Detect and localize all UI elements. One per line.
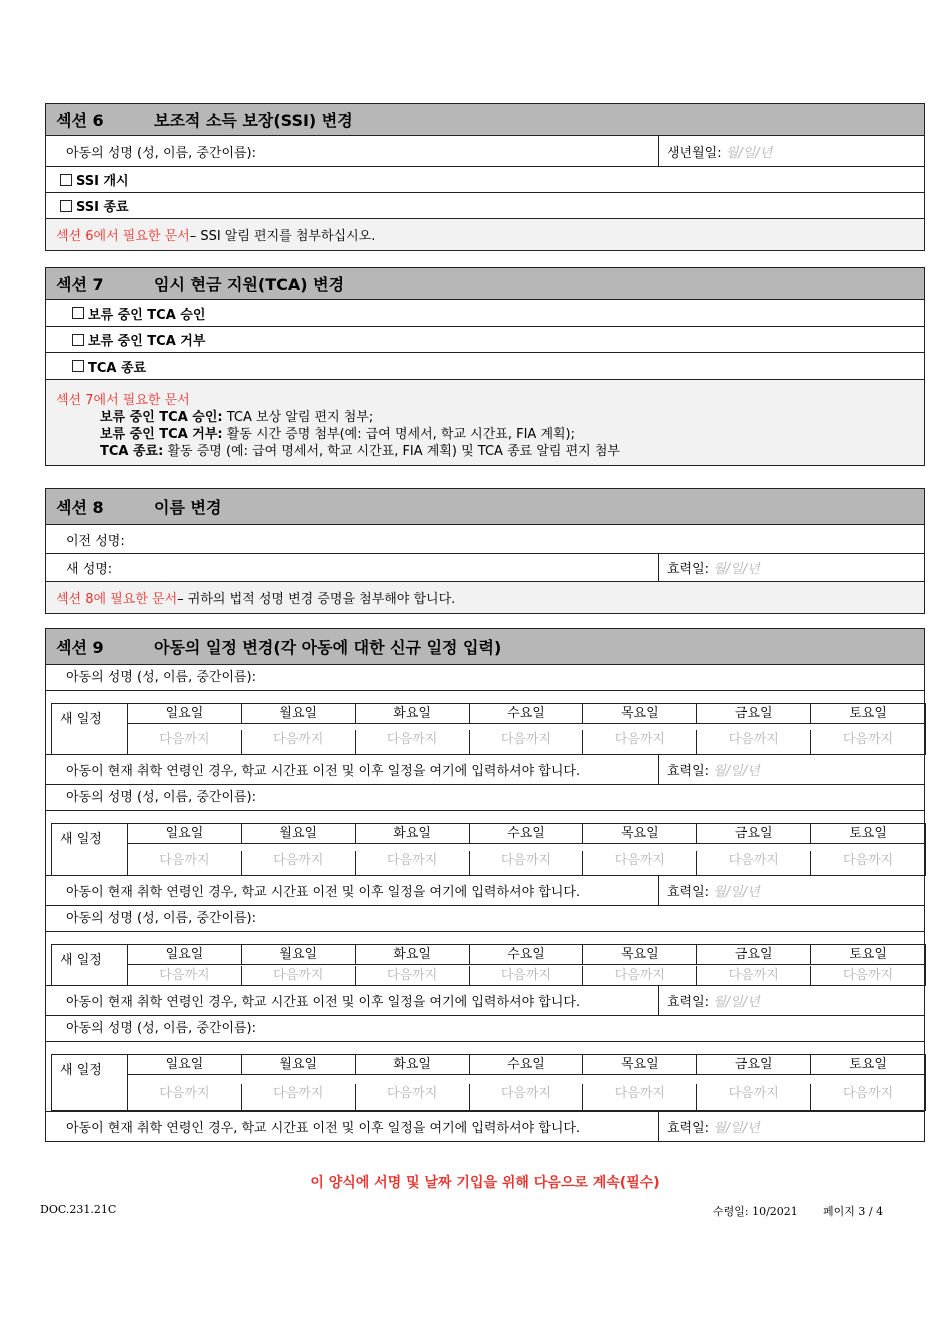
- tca-approve-label: 보류 중인 TCA 승인: [88, 307, 206, 323]
- school-note: 아동이 현재 취학 연령인 경우, 학교 시간표 이전 및 이후 일정을 여기에 입력하셔야 합니다.: [66, 885, 581, 900]
- until-time-field[interactable]: 다음까지: [697, 730, 811, 754]
- section-8-header: [46, 489, 924, 525]
- tca-approve-row[interactable]: [46, 300, 924, 327]
- until-time-field[interactable]: 다음까지: [470, 851, 584, 876]
- effective-date-field[interactable]: 효력일: 월/일/년: [658, 554, 924, 581]
- schedule-block: [46, 1016, 924, 1141]
- until-time-field[interactable]: 다음까지: [697, 1084, 811, 1111]
- until-time-field[interactable]: 다음까지: [356, 1084, 470, 1111]
- child-name-row: [46, 136, 924, 167]
- tca-deny-label: 보류 중인 TCA 거부: [88, 334, 206, 349]
- until-time-field[interactable]: 다음까지: [128, 851, 242, 876]
- until-time-field[interactable]: 다음까지: [242, 730, 356, 754]
- schedule-block: [46, 665, 924, 785]
- docs-text: – 귀하의 법적 성명 변경 증명을 첨부해야 합니다.: [177, 592, 456, 607]
- new-name-field[interactable]: 새 성명:: [66, 562, 113, 577]
- section-title: 보조적 소득 보장(SSI) 변경: [154, 111, 353, 130]
- until-time-field[interactable]: 다음까지: [470, 730, 584, 754]
- effective-date-field[interactable]: 효력일: 월/일/년: [658, 876, 924, 905]
- until-time-field[interactable]: 다음까지: [470, 1084, 584, 1111]
- new-schedule-label: 새 일정: [52, 704, 128, 754]
- docs-line-deny: 보류 중인 TCA 거부: 활동 시간 증명 첨부(예: 급여 명세서, 학교 시간표, FIA 계획);: [100, 427, 576, 442]
- until-time-field[interactable]: 다음까지: [128, 1084, 242, 1111]
- until-time-field[interactable]: 다음까지: [128, 730, 242, 754]
- until-time-field[interactable]: 다음까지: [242, 1084, 356, 1111]
- effective-date-field[interactable]: 효력일: 월/일/년: [658, 755, 924, 784]
- school-note: 아동이 현재 취학 연령인 경우, 학교 시간표 이전 및 이후 일정을 여기에 입력하셔야 합니다.: [66, 1121, 581, 1136]
- section-number: 섹션 7: [56, 275, 104, 294]
- until-time-field[interactable]: 다음까지: [842, 968, 894, 983]
- effective-date-field[interactable]: 효력일: 월/일/년: [658, 986, 924, 1015]
- section-title: 아동의 일정 변경(각 아동에 대한 신규 일정 입력): [154, 638, 502, 657]
- until-time-field[interactable]: 다음까지: [356, 851, 470, 876]
- page-number: 페이지 3 / 4: [823, 1205, 884, 1218]
- section-7-header: [46, 268, 924, 300]
- day-header: 토요일: [811, 704, 925, 724]
- school-note: 아동이 현재 취학 연령인 경우, 학교 시간표 이전 및 이후 일정을 여기에 입력하셔야 합니다.: [66, 995, 581, 1010]
- day-header: 화요일: [356, 1055, 470, 1075]
- until-time-field[interactable]: 다음까지: [697, 851, 811, 876]
- day-header: 금요일: [697, 1055, 811, 1075]
- until-time-field[interactable]: 다음까지: [583, 851, 697, 876]
- docs-required-label: 섹션 7에서 필요한 문서: [56, 393, 190, 408]
- tca-deny-checkbox[interactable]: [72, 334, 84, 346]
- new-schedule-grid: [51, 703, 926, 755]
- dob-placeholder: 월/일/년: [725, 145, 773, 161]
- ssi-start-checkbox[interactable]: [60, 174, 72, 186]
- new-schedule-label: 새 일정: [52, 824, 128, 875]
- previous-name-field[interactable]: 이전 성명:: [46, 525, 924, 554]
- day-header: 목요일: [583, 1055, 697, 1075]
- tca-end-label: TCA 종료: [88, 360, 147, 376]
- day-header: 화요일: [356, 824, 470, 844]
- day-header: 일요일: [128, 824, 242, 844]
- section-title: 이름 변경: [154, 498, 222, 517]
- section-number: 섹션 8: [56, 498, 104, 517]
- ssi-start-row[interactable]: [46, 167, 924, 193]
- until-time-field[interactable]: 다음까지: [242, 966, 356, 985]
- day-header: 토요일: [811, 945, 925, 965]
- day-header: 수요일: [470, 945, 584, 965]
- docs-required-label: 섹션 8에 필요한 문서: [56, 592, 178, 607]
- until-time-field[interactable]: 다음까지: [842, 732, 894, 747]
- child-name-field[interactable]: 아동의 성명 (성, 이름, 중간이름):: [46, 665, 924, 691]
- new-schedule-label: 새 일정: [52, 1055, 128, 1110]
- day-header: 금요일: [697, 704, 811, 724]
- until-time-field[interactable]: 다음까지: [470, 966, 584, 985]
- school-note-row: [46, 1111, 924, 1141]
- school-note-row: [46, 985, 924, 1015]
- schedule-blocks: [46, 665, 924, 1141]
- revision-date: 수령일: 10/2021: [713, 1205, 798, 1218]
- new-schedule-grid: [51, 944, 926, 986]
- ssi-end-row[interactable]: [46, 193, 924, 219]
- child-name-field[interactable]: 아동의 성명 (성, 이름, 중간이름):: [46, 1016, 924, 1042]
- new-name-row: [46, 554, 924, 582]
- section-8-docs-note: [46, 582, 924, 613]
- day-header: 일요일: [128, 704, 242, 724]
- until-time-field[interactable]: 다음까지: [697, 966, 811, 985]
- day-header: 월요일: [242, 824, 356, 844]
- docs-text: – SSI 알림 편지를 첨부하십시오.: [189, 229, 376, 244]
- day-header: 월요일: [242, 945, 356, 965]
- child-name-field[interactable]: 아동의 성명 (성, 이름, 중간이름):: [66, 145, 257, 161]
- until-time-field[interactable]: 다음까지: [583, 730, 697, 754]
- new-schedule-grid: [51, 823, 926, 876]
- section-8: [45, 488, 925, 614]
- day-header: 목요일: [583, 945, 697, 965]
- day-header: 화요일: [356, 945, 470, 965]
- until-time-field[interactable]: 다음까지: [583, 1084, 697, 1111]
- day-header: 토요일: [811, 824, 925, 844]
- effective-date-field[interactable]: 효력일: 월/일/년: [658, 1112, 924, 1141]
- document-id: DOC.231.21C: [40, 1203, 117, 1216]
- section-9: [45, 628, 925, 1142]
- day-header: 월요일: [242, 1055, 356, 1075]
- section-9-header: [46, 629, 924, 665]
- tca-end-row[interactable]: [46, 353, 924, 380]
- until-time-field[interactable]: 다음까지: [842, 852, 894, 868]
- docs-required-label: 섹션 6에서 필요한 문서: [56, 229, 190, 244]
- day-header: 일요일: [128, 1055, 242, 1075]
- until-time-field[interactable]: 다음까지: [583, 966, 697, 985]
- section-6-header: [46, 104, 924, 136]
- section-number: 섹션 6: [56, 111, 104, 130]
- day-header: 수요일: [470, 824, 584, 844]
- ssi-end-checkbox[interactable]: [60, 200, 72, 212]
- until-time-field[interactable]: 다음까지: [356, 966, 470, 985]
- section-7-docs-note: [46, 380, 924, 465]
- day-header: 화요일: [356, 704, 470, 724]
- section-7: [45, 267, 925, 466]
- tca-deny-row[interactable]: [46, 327, 924, 353]
- section-title: 임시 현금 지원(TCA) 변경: [154, 275, 345, 294]
- until-time-field[interactable]: 다음까지: [242, 851, 356, 876]
- new-schedule-label: 새 일정: [52, 945, 128, 985]
- docs-line-approve: 보류 중인 TCA 승인: TCA 보상 알림 편지 첨부;: [100, 410, 374, 425]
- day-header: 금요일: [697, 824, 811, 844]
- day-header: 일요일: [128, 945, 242, 965]
- section-6-docs-note: [46, 219, 924, 250]
- section-6: [45, 103, 925, 251]
- schedule-block: [46, 785, 924, 906]
- day-header: 월요일: [242, 704, 356, 724]
- day-header: 목요일: [583, 824, 697, 844]
- school-note-row: [46, 875, 924, 905]
- docs-line-end: TCA 종료: 활동 증명 (예: 급여 명세서, 학교 시간표, FIA 계획) 및 TCA 종료 알림 편지 첨부: [100, 444, 620, 459]
- continue-notice: 이 양식에 서명 및 날짜 기입을 위해 다음으로 계속(필수): [310, 1175, 660, 1191]
- day-header: 금요일: [697, 945, 811, 965]
- school-note: 아동이 현재 취학 연령인 경우, 학교 시간표 이전 및 이후 일정을 여기에 입력하셔야 합니다.: [66, 764, 581, 779]
- schedule-block: [46, 906, 924, 1016]
- school-note-row: [46, 754, 924, 784]
- dob-field[interactable]: 생년월일: 월/일/년: [658, 136, 924, 166]
- tca-end-checkbox[interactable]: [72, 360, 84, 372]
- new-schedule-grid: [51, 1054, 926, 1111]
- day-header: 수요일: [470, 1055, 584, 1075]
- child-name-field[interactable]: 아동의 성명 (성, 이름, 중간이름):: [46, 785, 924, 811]
- ssi-end-label: SSI 종료: [76, 200, 129, 215]
- day-header: 목요일: [583, 704, 697, 724]
- tca-approve-checkbox[interactable]: [72, 307, 84, 319]
- day-header: 토요일: [811, 1055, 925, 1075]
- child-name-field[interactable]: 아동의 성명 (성, 이름, 중간이름):: [46, 906, 924, 932]
- section-number: 섹션 9: [56, 638, 104, 657]
- until-time-field[interactable]: 다음까지: [128, 966, 242, 985]
- until-time-field[interactable]: 다음까지: [842, 1085, 894, 1101]
- until-time-field[interactable]: 다음까지: [356, 730, 470, 754]
- day-header: 수요일: [470, 704, 584, 724]
- ssi-start-label: SSI 개시: [76, 174, 129, 189]
